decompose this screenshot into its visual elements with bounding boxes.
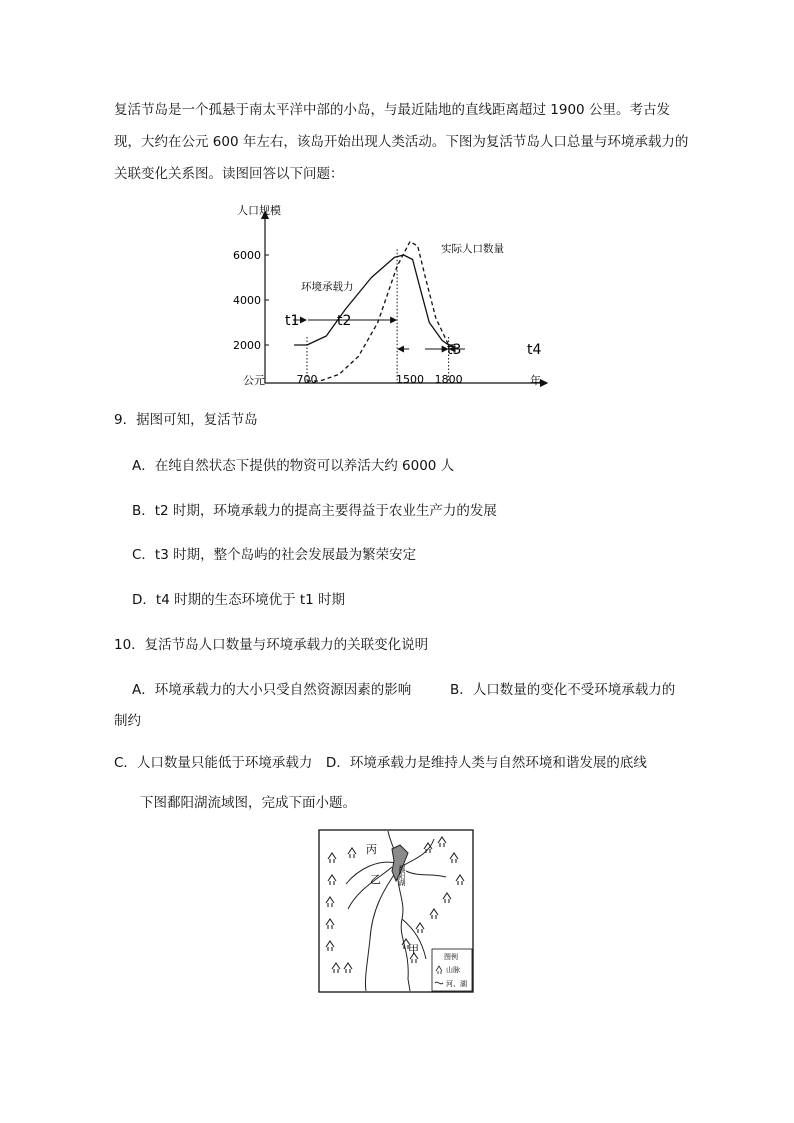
population-chart [225, 198, 555, 394]
label-yi: 乙 [370, 873, 381, 886]
label-jia: 甲 [408, 943, 419, 956]
series-line-carrying-capacity [294, 255, 455, 345]
x-axis-unit: 年 [530, 374, 541, 387]
q9-option-a[interactable]: A．在纯自然状态下提供的物资可以养活大约 6000 人 [132, 458, 455, 474]
x-axis-origin-label: 公元 [243, 374, 265, 387]
y-tick-label-2000: 2000 [233, 339, 261, 352]
q10-option-b[interactable]: B．人口数量的变化不受环境承载力的 [450, 682, 676, 698]
q9-stem: 9．据图可知，复活节岛 [114, 412, 258, 428]
x-tick-label-1500: 1500 [396, 373, 424, 386]
y-tick-label-6000: 6000 [233, 249, 261, 262]
legend-mountain-label: 山脉 [446, 966, 460, 974]
poyang-lake-map [318, 829, 474, 993]
q10-options-cd[interactable]: C．人口数量只能低于环境承载力 D．环境承载力是维持人类与自然环境和谐发展的底线 [114, 755, 647, 771]
series-label-actual-population: 实际人口数量 [441, 243, 504, 255]
y-tick-label-4000: 4000 [233, 294, 261, 307]
map-intro: 下图鄱阳湖流域图，完成下面小题。 [140, 795, 356, 811]
series-label-carrying-capacity: 环境承载力 [301, 281, 354, 293]
label-bing: 丙 [366, 843, 377, 856]
q9-option-d[interactable]: D．t4 时期的生态环境优于 t1 时期 [132, 592, 346, 608]
q9-option-c[interactable]: C．t3 时期，整个岛屿的社会发展最为繁荣安定 [132, 547, 417, 563]
period-label-t1: t1 [285, 313, 300, 329]
period-label-t4: t4 [527, 342, 542, 358]
q10-option-a[interactable]: A．环境承载力的大小只受自然资源因素的影响 [132, 682, 412, 698]
period-label-t2: t2 [337, 313, 352, 329]
series-line-actual-population [307, 242, 455, 382]
q9-option-b[interactable]: B．t2 时期，环境承载力的提高主要得益于农业生产力的发展 [132, 503, 497, 519]
intro-paragraph: 复活节岛是一个孤悬于南太平洋中部的小岛，与最近陆地的直线距离超过 1900 公里。考古发现，大约在公元 600 年左右，该岛开始出现人类活动。下图为复活节岛人口总量与环境承载力的关联变化关系图。读图回答以下问题： [114, 102, 689, 182]
q10-option-b-continued: 制约 [114, 713, 141, 729]
legend-river-label: 河、湖 [446, 980, 467, 988]
lake-label: 鄱阳湖 [398, 865, 406, 886]
q10-stem: 10．复活节岛人口数量与环境承载力的关联变化说明 [114, 637, 429, 653]
x-tick-label-1800: 1800 [434, 373, 463, 386]
period-label-t3: t3 [447, 342, 462, 358]
legend-title: 图例 [444, 953, 458, 961]
x-tick-label-700: 700 [296, 373, 318, 386]
y-axis-label: 人口规模 [237, 204, 281, 217]
